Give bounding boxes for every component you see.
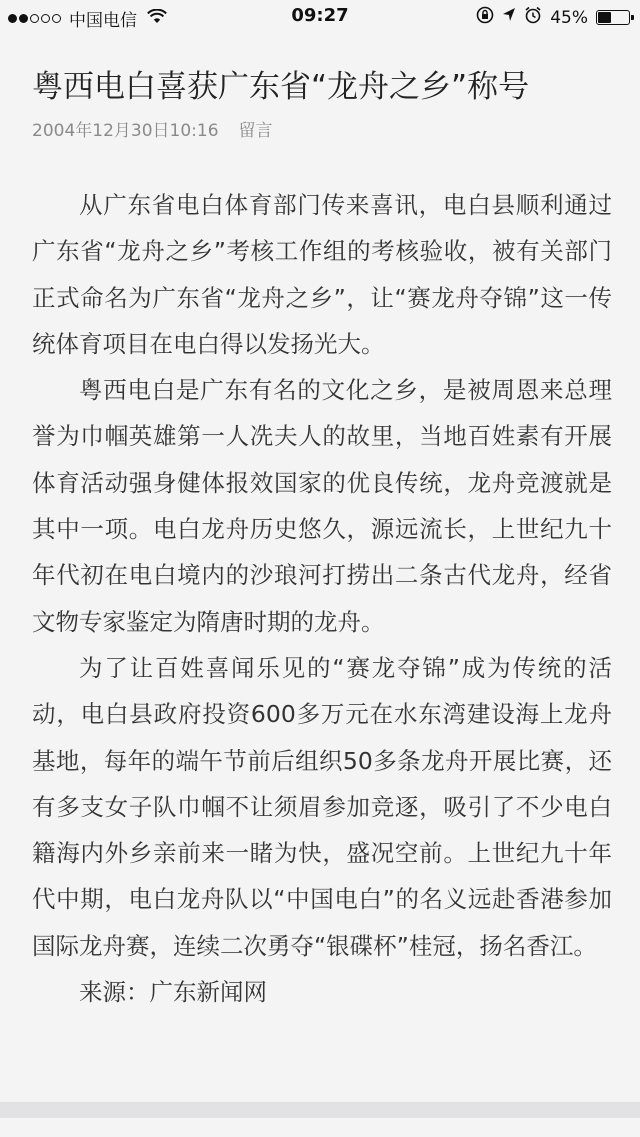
status-bar [0,0,640,34]
article-meta [32,116,612,141]
paragraph: 为了让百姓喜闻乐见的“赛龙夺锦”成为传统的活动，电白县政府投资600多万元在水东湾建设海上龙舟基地，每年的端午节前后组织50多条龙舟开展比赛，还有多支女子队巾帼不让须眉参加竞逐，吸引了不少电白籍海内外乡亲前来一睹为快，盛况空前。上世纪九十年代中期，电白龙舟队以“中国电白”的名义远赴香港参加国际龙舟赛，连续二次勇夺“银碟杯”桂冠，扬名香江。 [32,653,612,960]
clock: 09:27 [291,5,349,26]
paragraph: 粤西电白是广东有名的文化之乡，是被周恩来总理誉为巾帼英雄第一人冼夫人的故里，当地百姓素有开展体育活动强身健体报效国家的优良传统，龙舟竞渡就是其中一项。电白龙舟历史悠久，源远流长，上世纪九十年代初在电白境内的沙琅河打捞出二条古代龙舟，经省文物专家鉴定为隋唐时期的龙舟。 [32,376,612,636]
article-source: 来源：广东新闻网 [79,978,267,1007]
comment-link[interactable]: 留言 [238,121,273,141]
publish-date: 2004年12月30日10:16 [32,121,219,141]
carrier-name: 中国电信 [69,11,137,31]
paragraph: 从广东省电白体育部门传来喜讯，电白县顺利通过广东省“龙舟之乡”考核工作组的考核验收，被有关部门正式命名为广东省“龙舟之乡”，让“赛龙舟夺锦”这一传统体育项目在电白得以发扬光大。 [32,191,612,358]
article-title: 粤西电白喜获广东省“龙舟之乡”称号 [32,69,530,105]
article-body [32,182,612,1015]
battery-percent: 45% [550,7,588,28]
location-icon [502,7,516,28]
battery-icon [596,10,630,25]
status-icons [476,6,630,29]
rotation-lock-icon [476,6,494,29]
alarm-icon [524,6,542,29]
article [32,64,612,1015]
section-divider [0,1102,640,1118]
